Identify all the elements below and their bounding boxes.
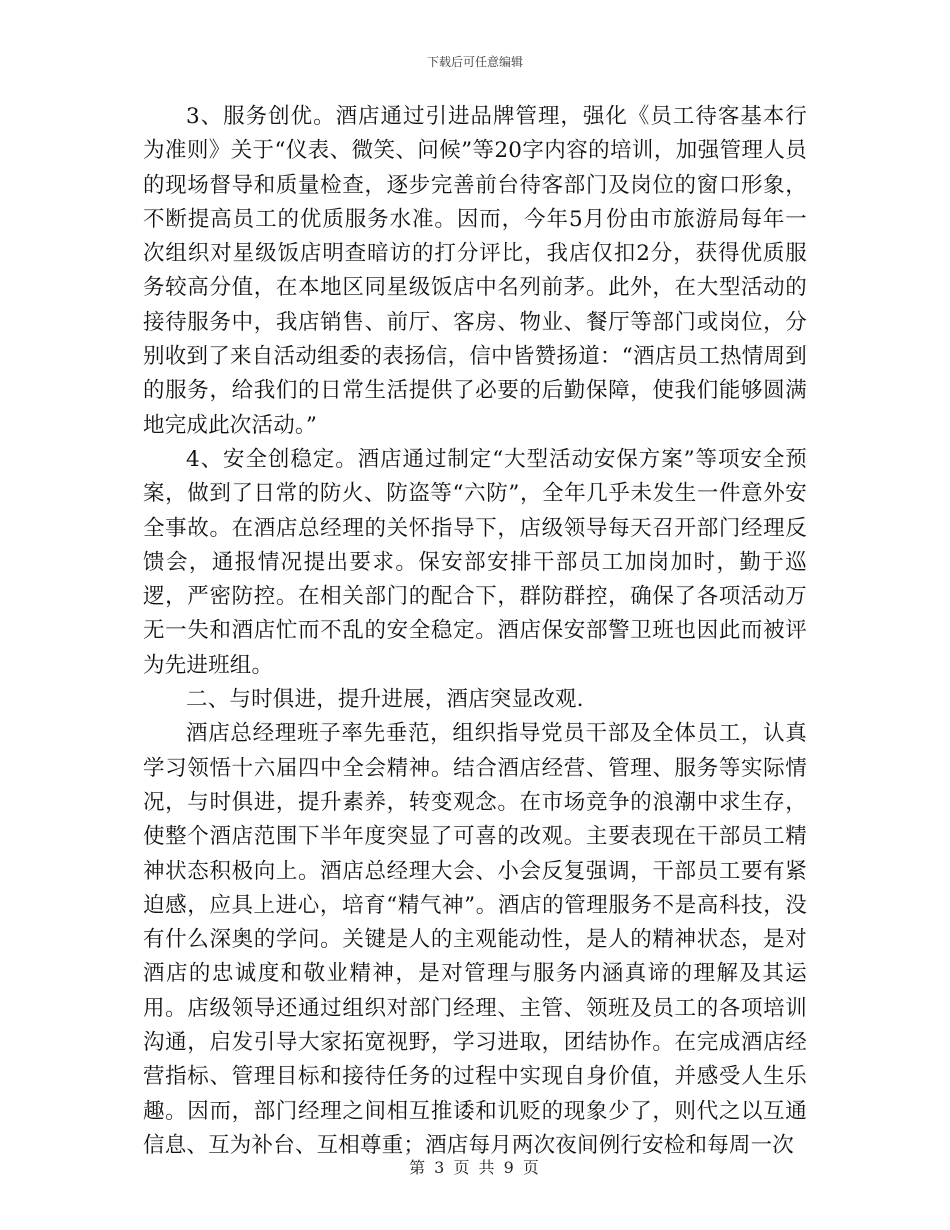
section-heading-progress: 二、与时俱进，提升进展，酒店突显改观. [186, 687, 584, 713]
paragraph-safety-stability: 4、安全创稳定。酒店通过制定“大型活动安保方案”等项安全预案，做到了日常的防火、防盗等“六防”，全年几乎未发生一件意外安全事故。在酒店总经理的关怀指导下，店级领导每天召开部门经理反馈会，通报情况提出要求。保安部安排干部员工加岗加时，勤于巡逻，严密防控。在相关部门的配合下，群防群控，确保了各项活动万无一失和酒店忙而不乱的安全稳定。酒店保安部警卫班也因此而被评为先进班组。 [143, 446, 807, 678]
page-header-note: 下载后可任意编辑 [426, 55, 523, 69]
paragraph-management-leadership: 酒店总经理班子率先垂范，组织指导党员干部及全体员工，认真学习领悟十六届四中全会精神。结合酒店经营、管理、服务等实际情况，与时俱进，提升素养，转变观念。在市场竞争的浪潮中求生存，使整个酒店范围下半年度突显了可喜的改观。主要表现在干部员工精神状态积极向上。酒店总经理大会、小会反复强调，干部员工要有紧迫感，应具上进心，培育“精气神”。酒店的管理服务不是高科技，没有什么深奥的学问。关键是人的主观能动性，是人的精神状态，是对酒店的忠诚度和敬业精神，是对管理与服务内涵真谛的理解及其运用。店级领导还通过组织对部门经理、主管、领班及员工的各项培训沟通，启发引导大家拓宽视野，学习进取，团结协作。在完成酒店经营指标、管理目标和接待任务的过程中实现自身价值，并感受人生乐趣。因而，部门经理之间相互推诿和讥贬的现象少了，则代之以互通信息、互为补台、互相尊重；酒店每月两次夜间例行安检和每周一次 [143, 721, 807, 1158]
paragraph-service-excellence: 3、服务创优。酒店通过引进品牌管理，强化《员工待客基本行为准则》关于“仪表、微笑、问候”等20字内容的培训，加强管理人员的现场督导和质量检查，逐步完善前台待客部门及岗位的窗口形象，不断提高员工的优质服务水准。因而，今年5月份由市旅游局每年一次组织对星级饭店明查暗访的打分评比，我店仅扣2分，获得优质服务较高分值，在本地区同星级饭店中名列前茅。此外，在大型活动的接待服务中，我店销售、前厅、客房、物业、餐厅等部门或岗位，分别收到了来自活动组委的表扬信，信中皆赞扬道：“酒店员工热情周到的服务，给我们的日常生活提供了必要的后勤保障，使我们能够圆满地完成此次活动。” [143, 104, 807, 438]
document-body [143, 100, 807, 1163]
page-footer-number: 第 3 页 共 9 页 [409, 1158, 541, 1177]
